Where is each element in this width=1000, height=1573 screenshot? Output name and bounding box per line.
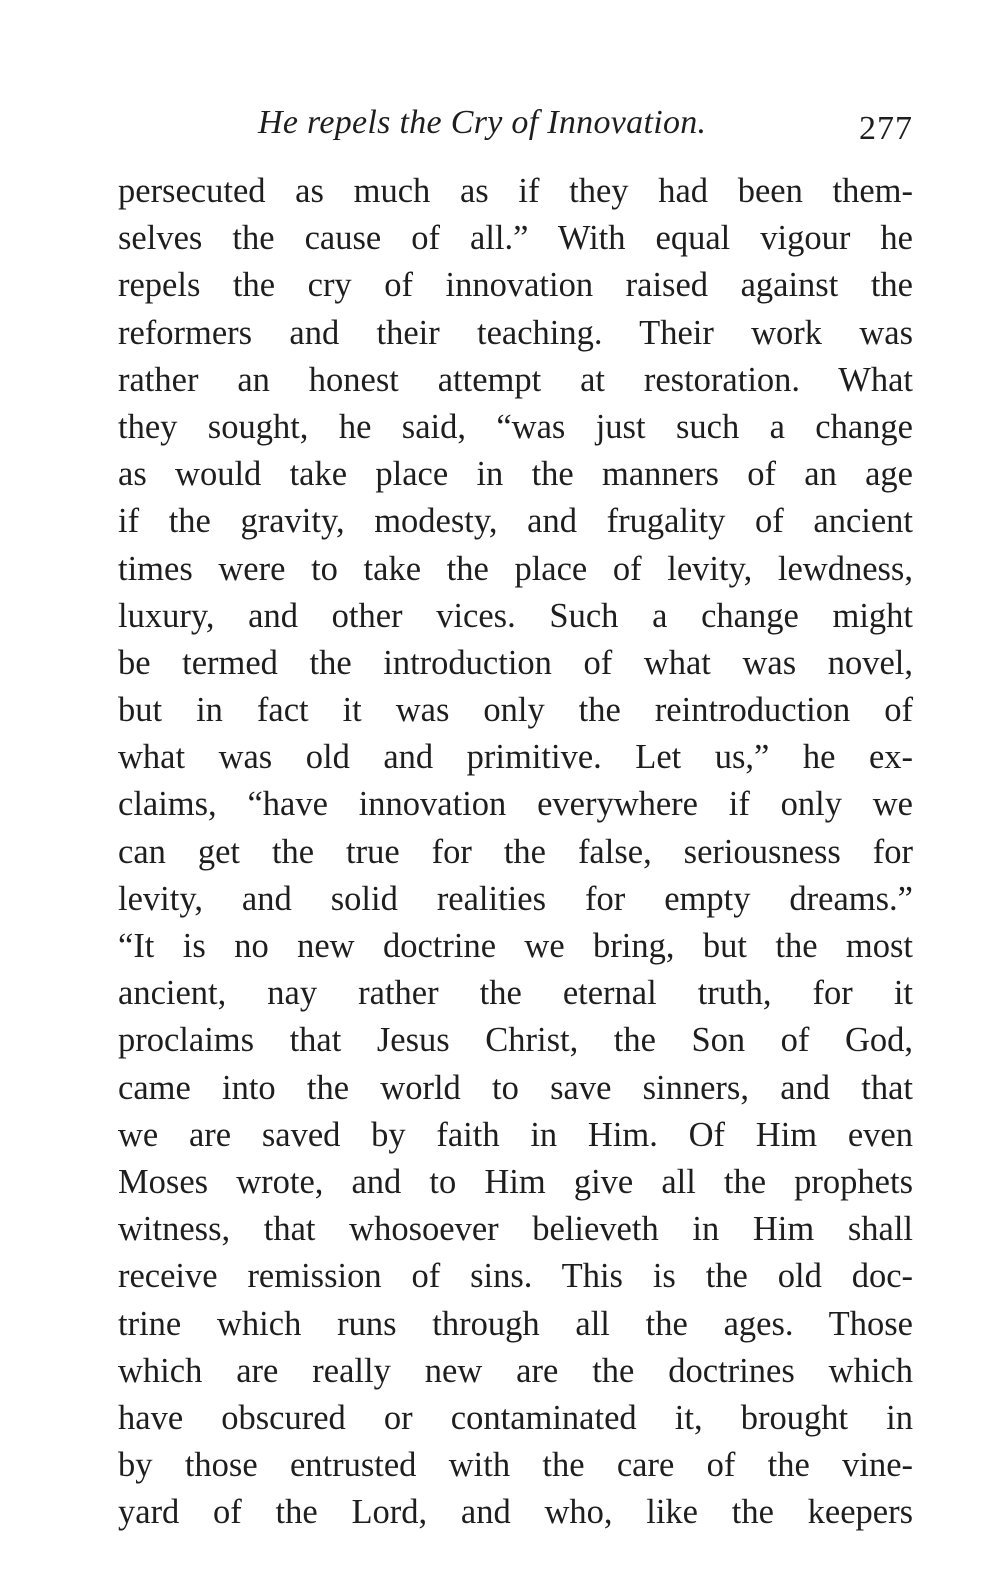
text-line: but in fact it was only the reintroduction of [118, 691, 913, 730]
text-line: repels the cry of innovation raised against the [118, 266, 913, 305]
text-line: what was old and primitive. Let us,” he ex- [118, 738, 913, 777]
text-line: can get the true for the false, seriousness for [118, 832, 913, 871]
text-line: rather an honest attempt at restoration. What [118, 360, 913, 399]
text-line: witness, that whosoever believeth in Him shall [118, 1210, 913, 1249]
text-line: ancient, nay rather the eternal truth, for it [118, 974, 913, 1013]
text-line: be termed the introduction of what was novel, [118, 643, 913, 682]
text-line: reformers and their teaching. Their work was [118, 313, 913, 352]
text-line: proclaims that Jesus Christ, the Son of God, [118, 1021, 913, 1060]
text-line: came into the world to save sinners, and that [118, 1068, 913, 1107]
text-line: luxury, and other vices. Such a change might [118, 596, 913, 635]
text-line: levity, and solid realities for empty dreams.” [118, 879, 913, 918]
text-line: have obscured or contaminated it, brought in [118, 1398, 913, 1437]
text-line: Moses wrote, and to Him give all the prophets [118, 1162, 913, 1201]
text-line: we are saved by faith in Him. Of Him even [118, 1115, 913, 1154]
text-line: as would take place in the manners of an age [118, 455, 913, 494]
text-line: which are really new are the doctrines which [118, 1351, 913, 1390]
running-title: He repels the Cry of Innovation. [258, 104, 707, 141]
text-line: claims, “have innovation everywhere if only we [118, 785, 913, 824]
text-line: trine which runs through all the ages. Those [118, 1304, 913, 1343]
text-line: “It is no new doctrine we bring, but the most [118, 927, 913, 965]
text-line: if the gravity, modesty, and frugality of ancient [118, 502, 913, 541]
running-head [118, 98, 913, 148]
body-text [118, 168, 913, 1536]
text-line: selves the cause of all.” With equal vigour he [118, 219, 913, 258]
text-line: receive remission of sins. This is the old doc- [118, 1257, 913, 1296]
text-line: persecuted as much as if they had been them- [118, 172, 913, 210]
text-line: yard of the Lord, and who, like the keepers [118, 1493, 913, 1532]
page-number: 277 [859, 110, 913, 147]
text-line: times were to take the place of levity, lewdness, [118, 549, 913, 588]
text-line: they sought, he said, “was just such a change [118, 407, 913, 446]
text-line: by those entrusted with the care of the vine- [118, 1446, 913, 1485]
